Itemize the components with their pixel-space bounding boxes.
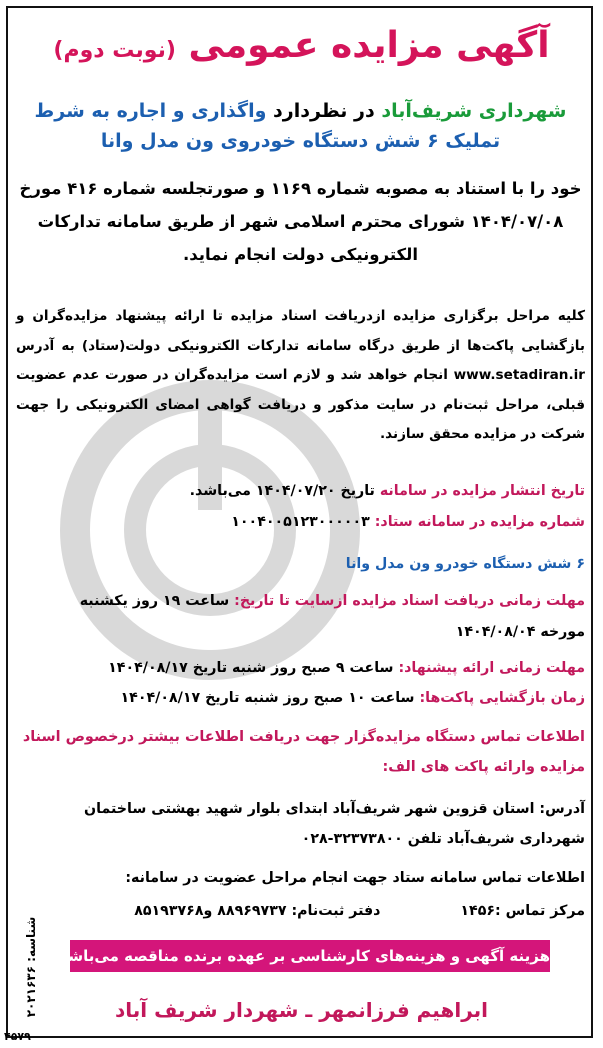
body-paragraph	[16, 302, 585, 450]
headline-main: آگهی مزایده عمومی	[188, 25, 550, 66]
opening-label: زمان بازگشایی پاکت‌ها:	[419, 690, 585, 706]
publish-date-row	[16, 483, 585, 499]
center-number: مرکز تماس :۱۴۵۶	[460, 903, 585, 919]
number-value: ۱۰۰۴۰۰۵۱۲۳۰۰۰۰۰۳	[231, 514, 370, 530]
doc-deadline-date: مورخه ۱۴۰۴/۰۸/۰۴	[455, 624, 585, 640]
ad-headline	[12, 16, 591, 76]
number-label: شماره مزایده در سامانه ستاد:	[374, 514, 585, 530]
auction-number-row	[16, 514, 585, 530]
publish-label: تاریخ انتشار مزایده در سامانه	[379, 483, 585, 499]
doc-deadline-value: ساعت ۱۹ روز یکشنبه	[79, 593, 230, 609]
office-number: دفتر ثبت‌نام: ۸۸۹۶۹۷۳۷ و۸۵۱۹۳۷۶۸	[134, 903, 381, 919]
opening-row	[16, 690, 585, 706]
doc-deadline-label: مهلت زمانی دریافت اسناد مزایده ازسایت تا تاریخ:	[234, 593, 585, 609]
setad-contact-numbers	[16, 903, 585, 919]
setad-contact-heading: اطلاعات تماس سامانه ستاد جهت انجام مراحل عضویت در سامانه:	[125, 870, 585, 886]
body-part1: کلیه مراحل برگزاری مزایده ازدریافت اسناد مزایده تا ارائه پیشنهاد مزایده‌گران و بازگشایی پاکت‌ها از طریق درگاه سامانه تدارکات الکترونیکی دولت(ستاد) به آدرس	[16, 308, 585, 354]
subject-part1: واگذاری و اجاره به شرط	[34, 100, 267, 122]
org-name: شهرداری شریف‌آباد	[381, 100, 567, 122]
doc-deadline-row	[16, 593, 585, 609]
body-part2: انجام خواهد شد و لازم است مزایده‌گران در صورت عدم عضویت قبلی، مراحل ثبت‌نام در سایت مذکور و دریافت گواهی امضای الکترونیکی را جهت شرکت در مزایده محقق سازند.	[16, 367, 585, 442]
subject-part2: تملیک ۶ شش دستگاه خودروی ون مدل وانا	[100, 130, 501, 152]
opening-value: ساعت ۱۰ صبح روز شنبه تاریخ ۱۴۰۴/۰۸/۱۷	[120, 690, 415, 706]
contact-heading: اطلاعات تماس دستگاه مزایده‌گزار جهت دریافت اطلاعات بیشتر درخصوص اسناد مزایده وارائه پاکت های الف:	[22, 729, 585, 775]
setad-url[interactable]: www.setadiran.ir	[453, 367, 586, 383]
intro-subject	[16, 96, 585, 156]
ad-id-label: شناسه: ۲۰۲۱۶۳۶	[24, 916, 38, 1018]
offer-deadline-value: ساعت ۹ صبح روز شنبه تاریخ ۱۴۰۴/۰۸/۱۷	[108, 660, 394, 676]
item-row: ۶ شش دستگاه خودرو ون مدل وانا	[345, 556, 585, 572]
intro-basis: خود را با استناد به مصوبه شماره ۱۱۶۹ و صورتجلسه شماره ۴۱۶ مورخ ۱۴۰۴/۰۷/۰۸ شورای محترم اسلامی شهر از طریق سامانه تدارکات الکترونیکی دولت انجام نماید.	[19, 179, 582, 264]
cost-banner: هزینه آگهی و هزینه‌های کارشناسی بر عهده برنده مناقصه می‌باشد.	[70, 940, 550, 972]
offer-deadline-label: مهلت زمانی ارائه پیشنهاد:	[398, 660, 585, 676]
headline-sub: (نوبت دوم)	[53, 38, 176, 63]
signature: ابراهیم فرزانمهر ـ شهردار شریف آباد	[114, 998, 489, 1022]
ad-code: ۴۵۷۹	[4, 1030, 31, 1043]
publish-value: تاریخ ۱۴۰۴/۰۷/۲۰ می‌باشد.	[189, 483, 375, 499]
intro-mid: در نظردارد	[273, 100, 375, 122]
offer-deadline-row	[16, 660, 585, 676]
contact-address: آدرس: استان قزوین شهر شریف‌آباد ابتدای بلوار شهید بهشتی ساختمان شهرداری شریف‌آباد تلفن ۳۲۳۷۳۸۰۰-۰۲۸	[84, 801, 585, 847]
